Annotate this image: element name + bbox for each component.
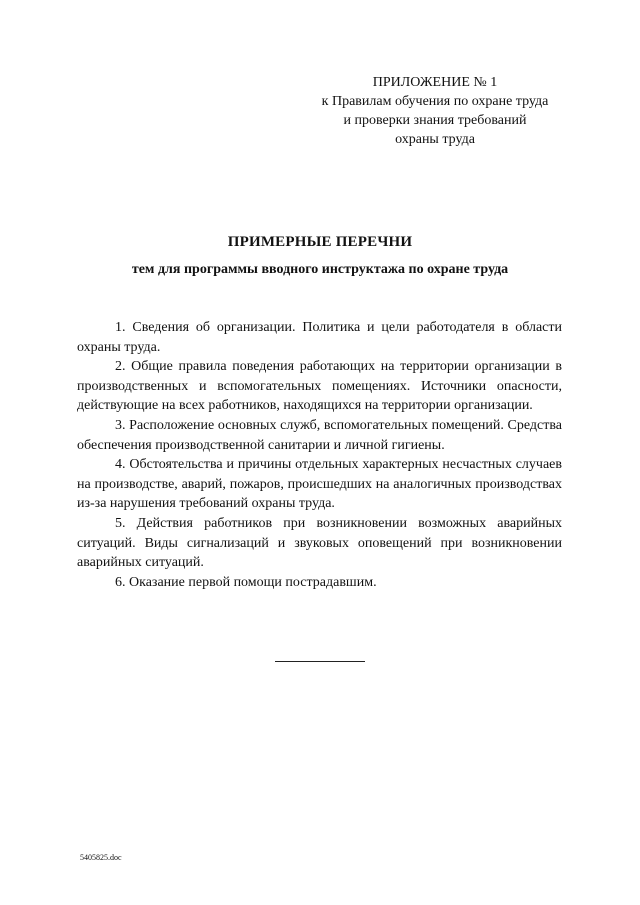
topics-list: [77, 318, 562, 592]
end-divider: [275, 661, 365, 662]
appendix-reference-line-1: к Правилам обучения по охране труда: [321, 94, 549, 109]
list-item: 2. Общие правила поведения работающих на территории организации в производственных и вспомогательных помещениях. Источники опасности, действующие на всех работников, находящихся на территории организации.: [77, 359, 562, 414]
document-title: ПРИМЕРНЫЕ ПЕРЕЧНИ: [227, 234, 413, 250]
list-item: 5. Действия работников при возникновении возможных аварийных ситуаций. Виды сигнализаций и звуковых оповещений при возникновении аварийных ситуаций.: [77, 515, 562, 571]
list-item: 1. Сведения об организации. Политика и цели работодателя в области охраны труда.: [77, 320, 562, 355]
list-item: 4. Обстоятельства и причины отдельных характерных несчастных случаев на производстве, аварий, пожаров, происшедших на аналогичных производствах из-за нарушения требований охраны труда.: [77, 457, 562, 512]
appendix-reference-line-3: охраны труда: [395, 132, 475, 147]
footer-filename: 5405825.doc: [80, 853, 122, 862]
list-item: 3. Расположение основных служб, вспомогательных помещений. Средства обеспечения производственной санитарии и личной гигиены.: [77, 417, 562, 453]
appendix-header: [300, 73, 570, 149]
list-item: 6. Оказание первой помощи пострадавшим.: [115, 574, 377, 590]
document-subtitle: тем для программы вводного инструктажа по охране труда: [131, 262, 509, 277]
appendix-number: ПРИЛОЖЕНИЕ № 1: [372, 75, 498, 90]
appendix-reference-line-2: и проверки знания требований: [343, 113, 527, 128]
